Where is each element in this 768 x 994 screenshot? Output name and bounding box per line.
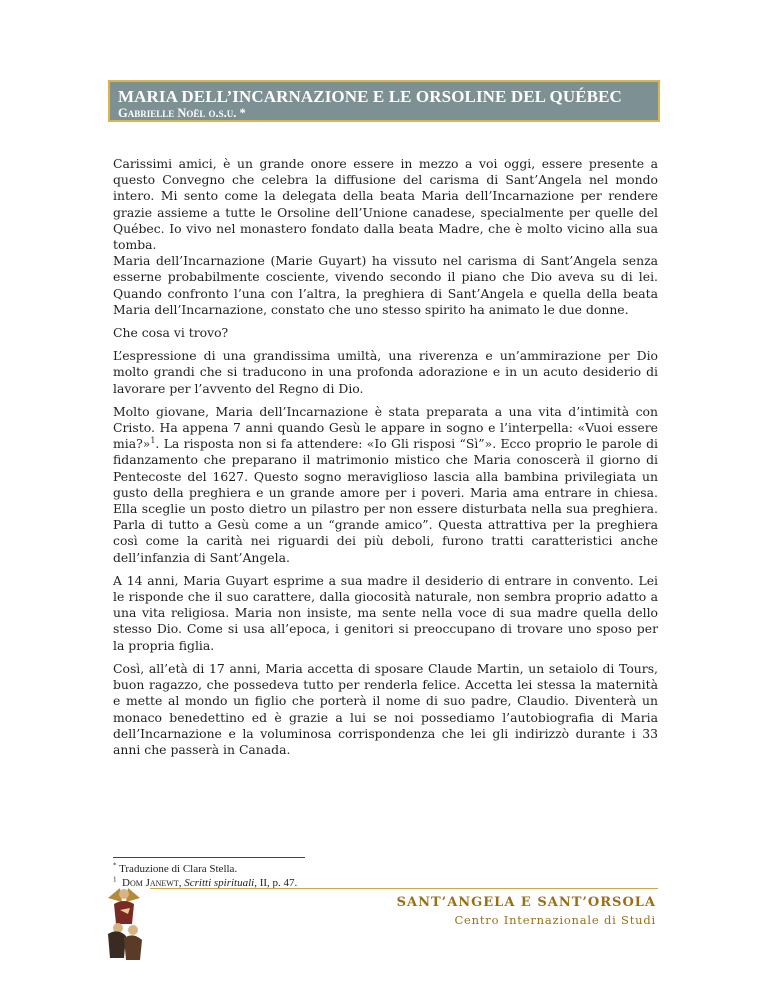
title-box <box>108 80 660 122</box>
footer-subtitle: Centro Internazionale di Studi <box>454 913 656 927</box>
footnote-text: Traduzione di Clara Stella. <box>119 863 238 875</box>
article-title: MARIA DELL’INCARNAZIONE E LE ORSOLINE DEL QUÉBEC <box>118 87 622 106</box>
paragraph <box>113 404 658 566</box>
footnote-mark: 1 <box>113 875 117 884</box>
footer-divider <box>150 888 658 889</box>
paragraph: Che cosa vi trovo? <box>113 325 229 341</box>
article-body <box>113 156 658 765</box>
footnote-mark: * <box>113 861 117 870</box>
paragraph: Maria dell’Incarnazione (Marie Guyart) ha vissuto nel carisma di Sant’Angela senza esserne probabilmente cosciente, vivendo secondo il piano che Dio aveva su di lei. Quando confronto l’una con l’altra, la preghiera di Sant’Angela e quella della beata Maria dell’Incarnazione, constato che uno stesso spirito ha animato le due donne. <box>113 253 658 317</box>
paragraph-text: Molto giovane, Maria dell’Incarnazione è stata preparata a una vita d’intimità con Cristo. Ha appena 7 anni quando Gesù le appare in sogno e l’interpella: «Vuoi essere mia?» <box>113 403 658 452</box>
footer-title: SANT’ANGELA E SANT’ORSOLA <box>396 895 656 910</box>
footnote-ref-text: , II, p. 47. <box>254 877 298 889</box>
footnote-ref: 1 <box>150 436 156 446</box>
paragraph: Così, all’età di 17 anni, Maria accetta di sposare Claude Martin, un setaiolo di Tours, buon ragazzo, che possedeva tutto per renderla felice. Accetta lei stessa la maternità e mette al mondo un figlio che porterà il nome di suo padre, Claudio. Diventerà un monaco benedettino ed è grazie a lui se noi possediamo l’autobiografia di Maria dell’Incarnazione e la voluminosa corrispondenza che lei gli indirizzò durante i 33 anni che passerà in Canada. <box>113 660 658 757</box>
paragraph: L’espressione di una grandissima umiltà, una riverenza e un’ammirazione per Dio molto grandi che si traducono in una profonda adorazione e in un acuto desiderio di lavorare per l’avvento del Regno di Dio. <box>113 348 658 396</box>
paragraph: A 14 anni, Maria Guyart esprime a sua madre il desiderio di entrare in convento. Lei le risponde che il suo carattere, dalla giocosità naturale, non sembra proprio adatto a una vita religiosa. Maria non insiste, ma sente nella voce di sua madre quella dello stesso Dio. Come si usa all’epoca, i genitori si preoccupano di trovare uno sposo per la propria figlia. <box>113 572 658 653</box>
footnote-separator: , <box>178 877 185 889</box>
saint-angela-emblem-icon <box>100 880 148 964</box>
footnote-author: Dom Janewt <box>122 877 179 889</box>
article-author: Gabrielle Noël o.s.u. * <box>118 106 246 120</box>
footnotes <box>113 862 593 890</box>
footnote-star <box>113 862 593 876</box>
footnote-work: Scritti spirituali <box>184 877 255 889</box>
paragraph-text: . La risposta non si fa attendere: «Io Gli risposi “Sì”». Ecco proprio le parole di fidanzamento che preparano il matrimonio mistico che Maria conoscerà il giorno di Pentecoste del 1627. Questo sogno meraviglioso lascia alla bambina privilegiata un gusto della preghiera e un grande amore per i poveri. Maria ama entrare in chiesa. Ella sceglie un posto dietro un pilastro per non essere disturbata nella sua preghiera. Parla di tutto a Gesù come a un “grande amico”. Questa attrattiva per la preghiera così come la carità nei riguardi dei più deboli, furono tratti caratteristici anche dell’infanzia di Sant’Angela. <box>113 436 658 565</box>
footnote-divider <box>113 857 305 858</box>
paragraph: Carissimi amici, è un grande onore essere in mezzo a voi oggi, essere presente a questo Convegno che celebra la diffusione del carisma di Sant’Angela nel mondo intero. Mi sento come la delegata della beata Maria dell’Incarnazione per rendere grazie assieme a tutte le Orsoline dell’Unione canadese, specialmente per quelle del Québec. Io vivo nel monastero fondato dalla beata Madre, che è molto vicino alla sua tomba. <box>113 156 658 253</box>
